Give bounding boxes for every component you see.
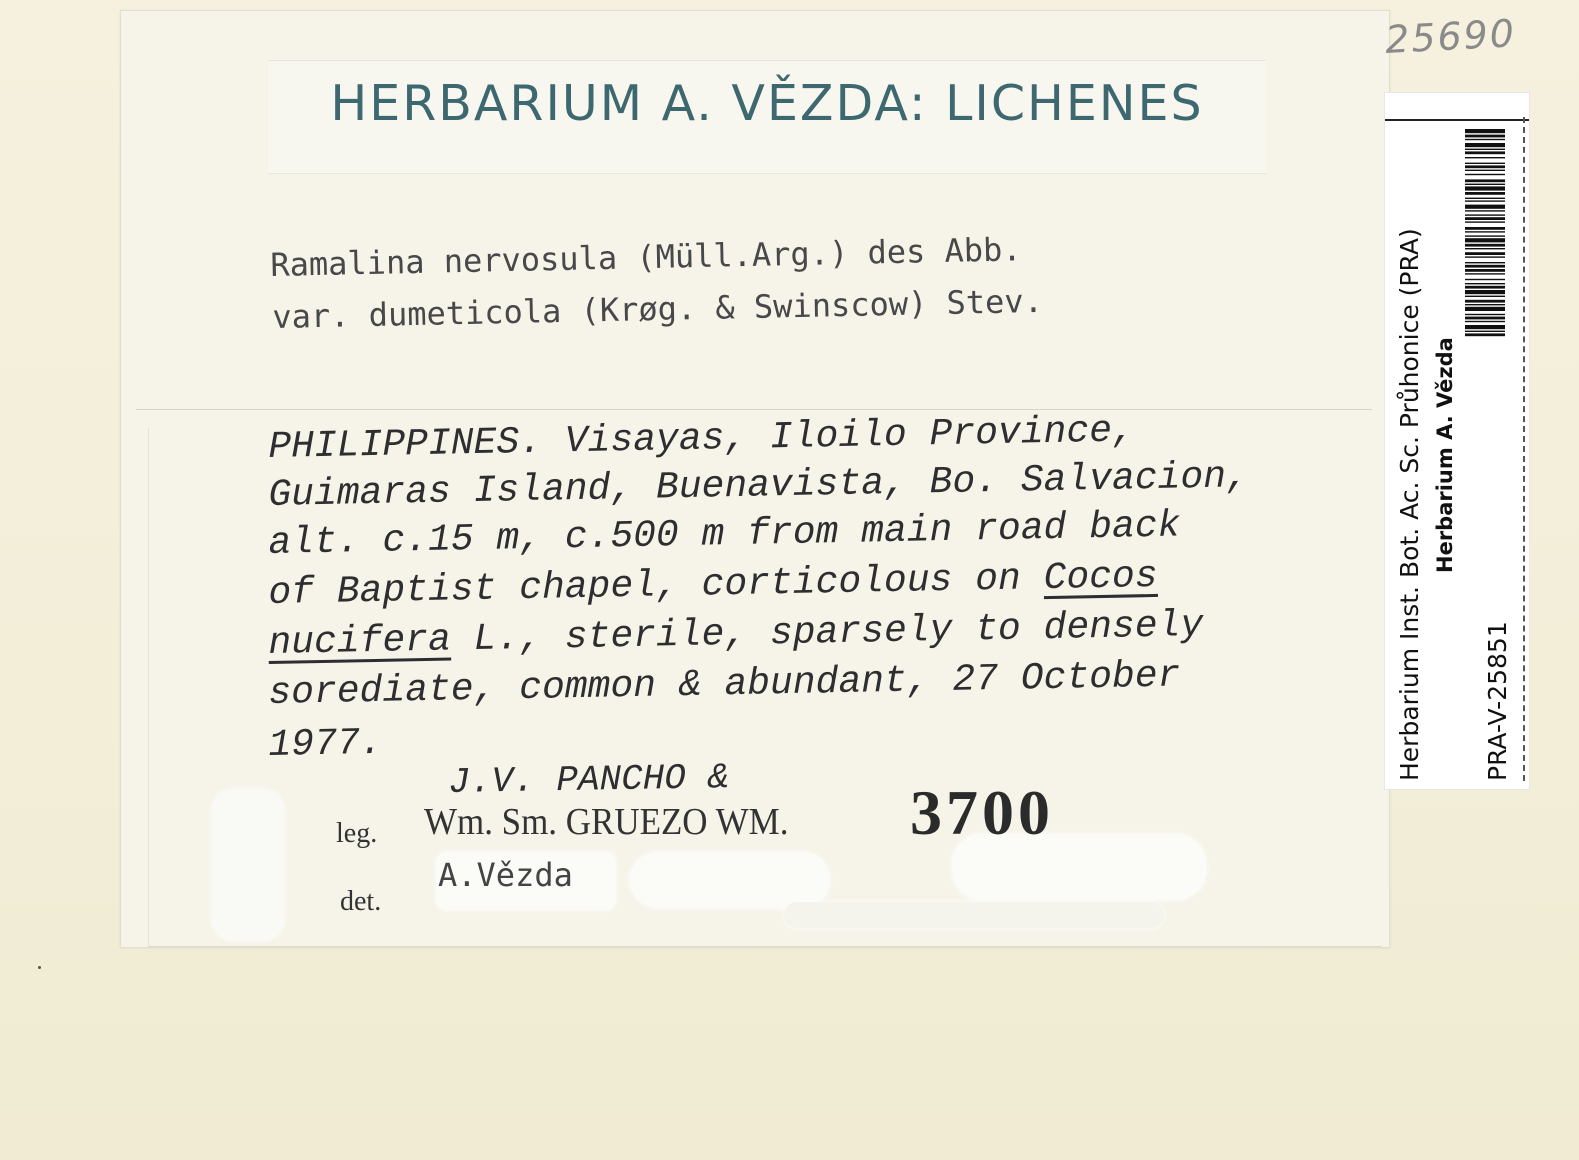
barcode-bar bbox=[1465, 165, 1505, 168]
det-label: det. bbox=[340, 886, 382, 917]
barcode-bar bbox=[1465, 205, 1505, 209]
barcode-bar bbox=[1465, 238, 1505, 242]
collector-line-1: J.V. PANCHO & bbox=[448, 757, 730, 803]
institution-text: Herbarium Inst. Bot. Ac. Sc. Průhonice (PRA) bbox=[1395, 228, 1424, 781]
locality-line-7: 1977. bbox=[268, 721, 383, 767]
header-strip bbox=[268, 60, 1266, 174]
locality-line-5-text: L., sterile, sparsely to densely bbox=[450, 604, 1204, 662]
correction-fluid-mark bbox=[784, 902, 1164, 928]
epithet-underlined: nucifera bbox=[268, 618, 452, 665]
barcode-bar bbox=[1465, 248, 1505, 249]
locality-line-4-text: of Baptist chapel, corticolous on bbox=[268, 557, 1045, 615]
barcode-bar bbox=[1465, 325, 1505, 329]
correction-fluid-mark bbox=[630, 852, 830, 908]
barcode-bar bbox=[1465, 283, 1505, 284]
locality-line-1: PHILIPPINES. Visayas, Iloilo Province, bbox=[268, 409, 1136, 469]
barcode-bar bbox=[1465, 321, 1505, 322]
barcode-bar bbox=[1465, 286, 1505, 289]
barcode-bar bbox=[1465, 184, 1505, 185]
barcode-bar bbox=[1465, 198, 1505, 199]
barcode-bar bbox=[1465, 163, 1505, 164]
leg-label: leg. bbox=[336, 818, 378, 849]
barcode-bar bbox=[1465, 273, 1505, 274]
barcode-bar bbox=[1465, 314, 1505, 315]
genus-underlined: Cocos bbox=[1043, 554, 1159, 601]
locality-line-3: alt. c.15 m, c.500 m from main road back bbox=[268, 504, 1181, 565]
barcode-bar bbox=[1465, 157, 1505, 158]
barcode-bar bbox=[1465, 179, 1505, 182]
barcode-icon bbox=[1465, 129, 1505, 519]
barcode-bar bbox=[1465, 186, 1505, 190]
barcode-bar bbox=[1465, 192, 1505, 195]
barcode-bar bbox=[1465, 139, 1505, 140]
barcode-bar bbox=[1465, 170, 1505, 171]
barcode-label-rule bbox=[1385, 119, 1529, 121]
locality-line-6: sorediate, common & abundant, 27 October bbox=[268, 654, 1181, 715]
herbarium-title: HERBARIUM A. VĚZDA: LICHENES bbox=[330, 74, 1204, 132]
barcode-bar bbox=[1465, 231, 1505, 232]
barcode-bar bbox=[1465, 333, 1505, 336]
collection-number: 3700 bbox=[910, 777, 1054, 848]
herbarium-name-text: Herbarium A. Vězda bbox=[1433, 337, 1457, 573]
barcode-bar bbox=[1465, 307, 1505, 311]
species-name-line-1: Ramalina nervosula (Müll.Arg.) des Abb. bbox=[270, 230, 1022, 284]
cut-line bbox=[1523, 117, 1525, 781]
barcode-label bbox=[1384, 92, 1530, 790]
barcode-bar bbox=[1465, 252, 1505, 255]
barcode-bar bbox=[1465, 331, 1505, 332]
barcode-bar bbox=[1465, 244, 1505, 247]
correction-fluid-mark bbox=[212, 790, 284, 940]
barcode-bar bbox=[1465, 235, 1505, 236]
handwritten-accession-number: 25690 bbox=[1384, 11, 1518, 62]
barcode-bar bbox=[1465, 256, 1505, 257]
barcode-bar bbox=[1465, 300, 1505, 303]
barcode-bar bbox=[1465, 296, 1505, 297]
determiner-name: A.Vězda bbox=[438, 856, 573, 894]
barcode-bar bbox=[1465, 210, 1505, 211]
barcode-bar bbox=[1465, 174, 1505, 175]
barcode-bar bbox=[1465, 262, 1505, 263]
barcode-bar bbox=[1465, 214, 1505, 215]
barcode-bar bbox=[1465, 279, 1505, 280]
barcode-bar bbox=[1465, 129, 1505, 133]
collector-line-2: Wm. Sm. GRUEZO WM. bbox=[424, 801, 789, 843]
barcode-bar bbox=[1465, 143, 1505, 147]
barcode-bar bbox=[1465, 221, 1505, 222]
specimen-id: PRA-V-25851 bbox=[1483, 621, 1512, 781]
paper-speck bbox=[38, 966, 41, 969]
barcode-bar bbox=[1465, 269, 1505, 272]
locality-line-2: Guimaras Island, Buenavista, Bo. Salvacion, bbox=[268, 455, 1250, 517]
barcode-bar bbox=[1465, 227, 1505, 230]
barcode-bar bbox=[1465, 135, 1505, 138]
barcode-bar bbox=[1465, 200, 1505, 201]
barcode-bar bbox=[1465, 317, 1505, 320]
barcode-bar bbox=[1465, 151, 1505, 154]
species-name-line-2: var. dumeticola (Krøg. & Swinscow) Stev. bbox=[272, 281, 1044, 336]
barcode-bar bbox=[1465, 149, 1505, 150]
barcode-bar bbox=[1465, 217, 1505, 220]
barcode-bar bbox=[1465, 265, 1505, 268]
barcode-bar bbox=[1465, 290, 1505, 294]
barcode-bar bbox=[1465, 304, 1505, 305]
